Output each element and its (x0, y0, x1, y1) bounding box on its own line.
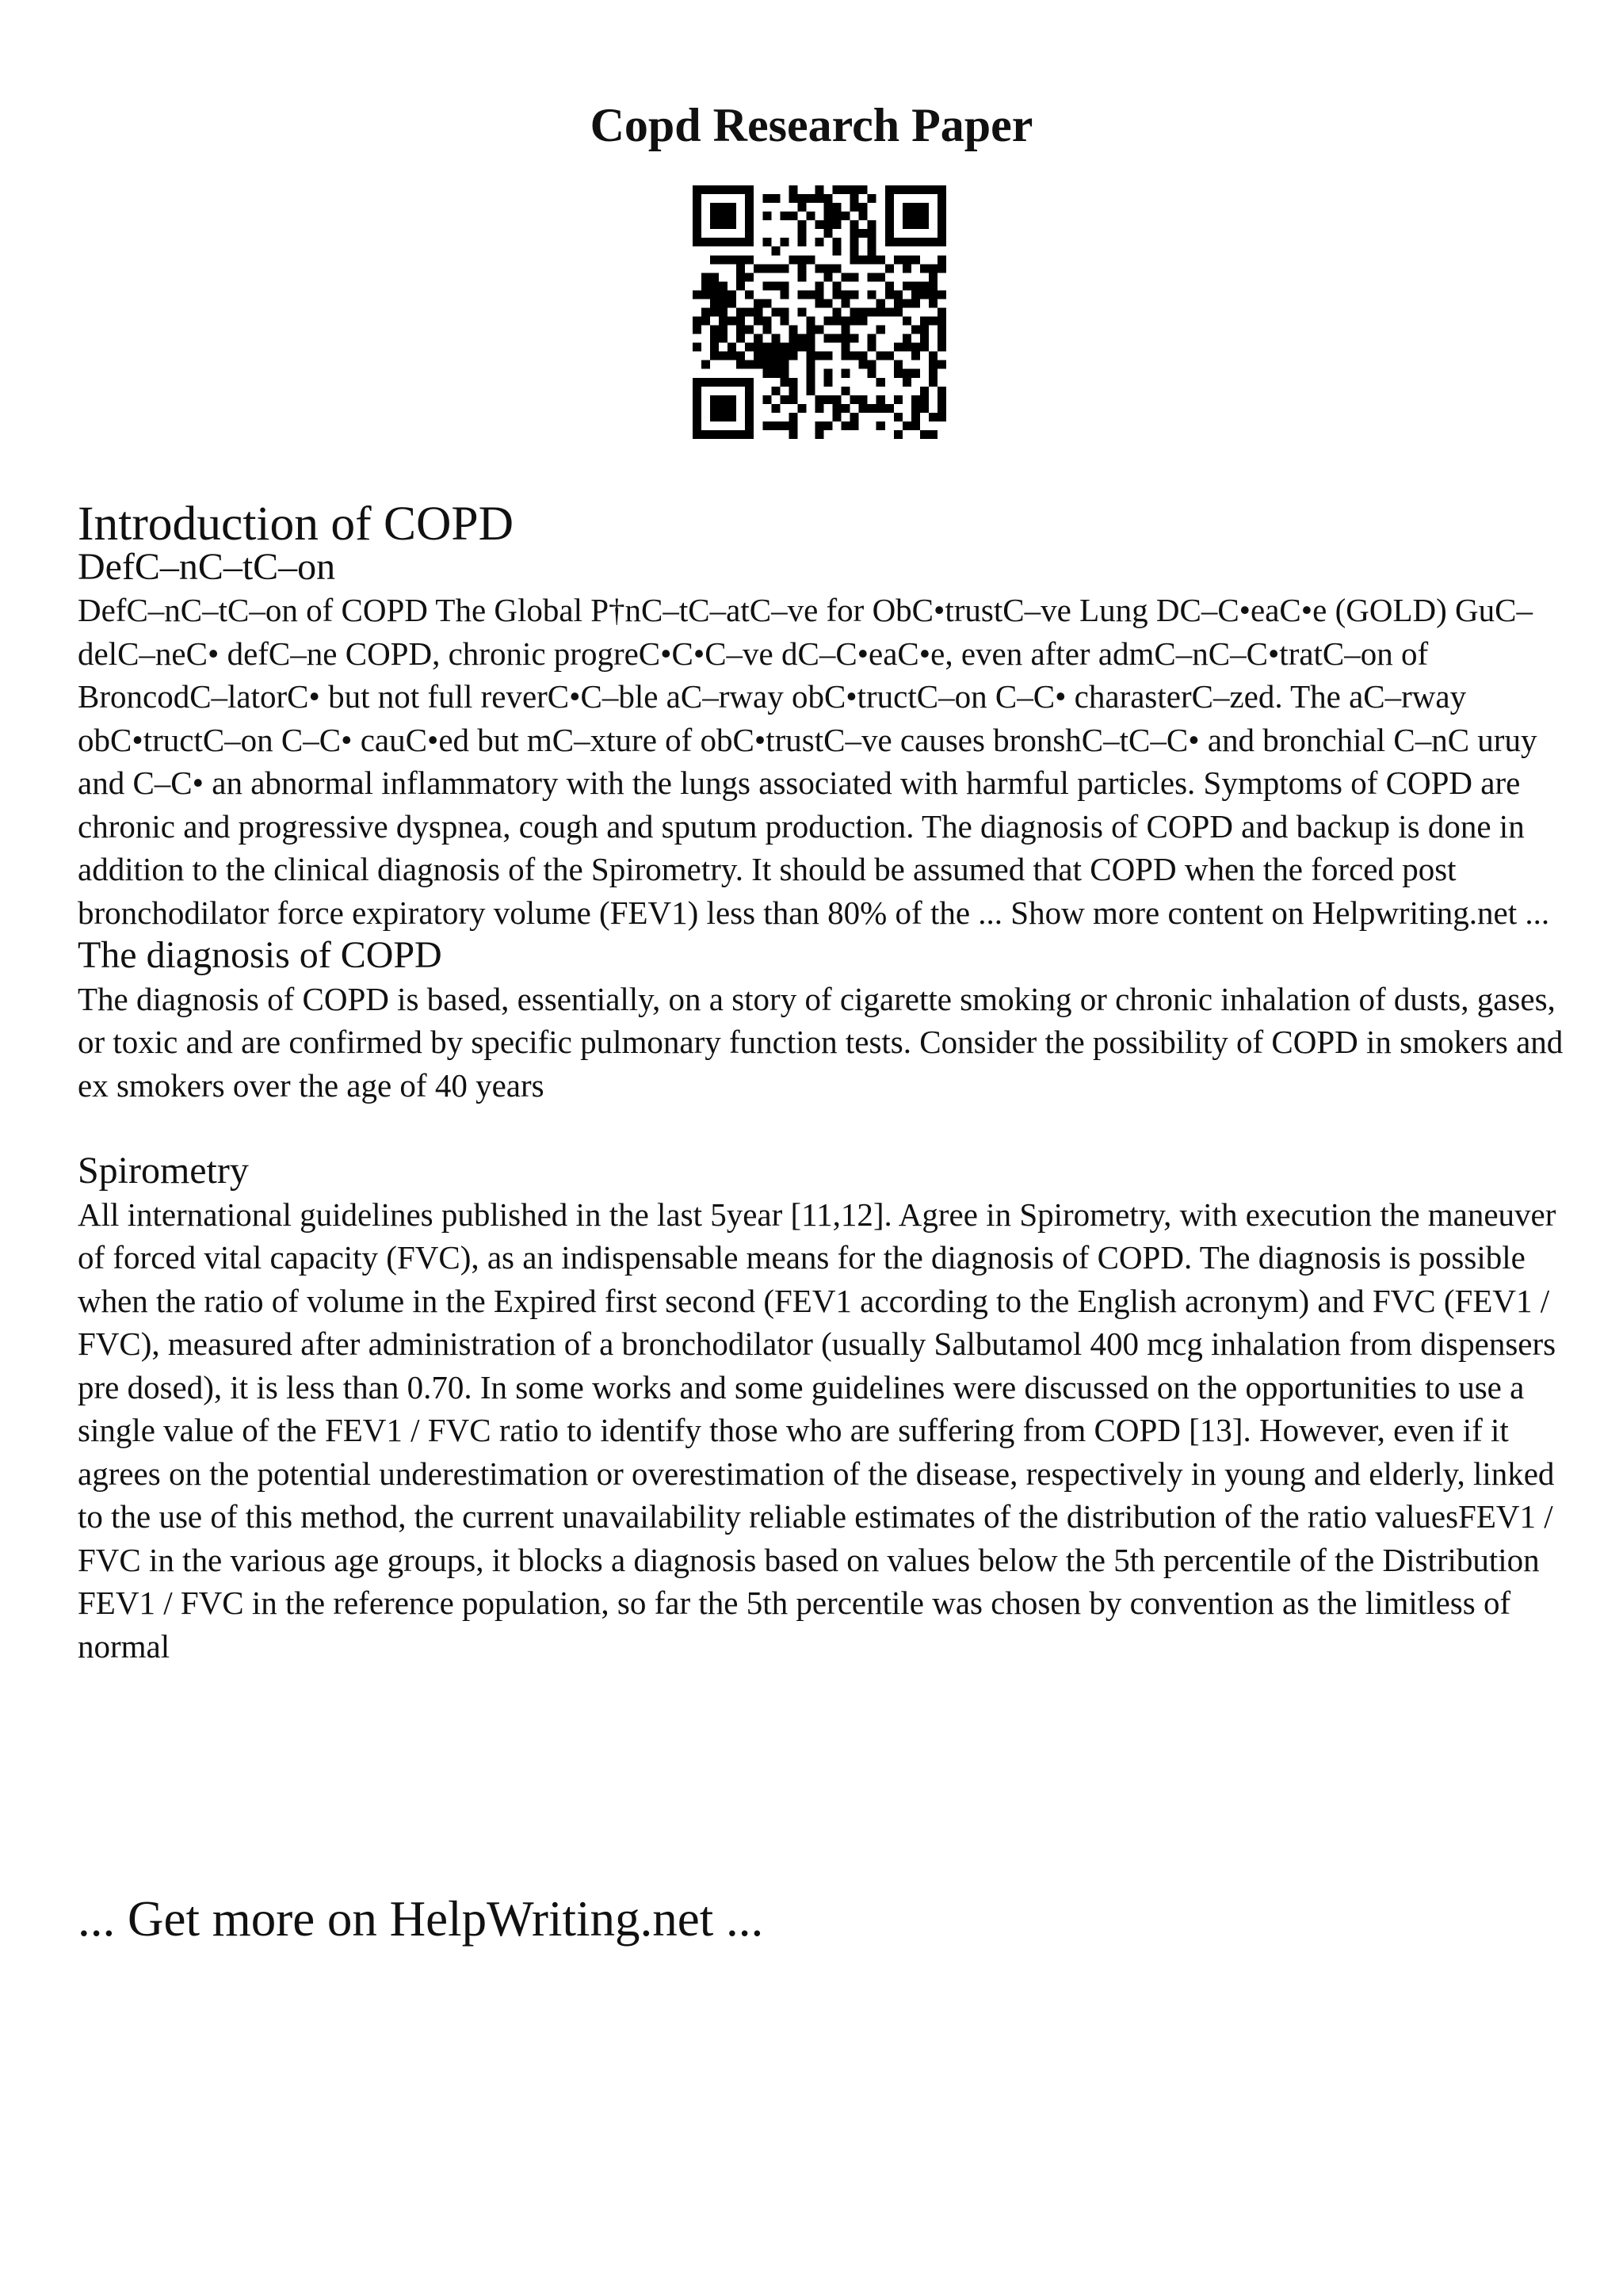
document-body (78, 497, 1568, 1668)
paragraph-spirometry: All international guidelines published in the last 5year [11,12]. Agree in Spirometry, with execution the maneuver of forced vital capacity (FVC), as an indispensable means for the diagnosis of COPD. The diagnosis is possible when the ratio of volume in the Expired first second (FEV1 according to the English acronym) and FVC (FEV1 / FVC), measured after administration of a bronchodilator (usually Salbutamol 400 mcg inhalation from dispensers pre dosed), it is less than 0.70. In some works and some guidelines were discussed on the opportunities to use a single value of the FEV1 / FVC ratio to identify those who are suffering from COPD [13]. However, even if it agrees on the potential underestimation or overestimation of the disease, respectively in young and elderly, linked to the use of this method, the current unavailability reliable estimates of the distribution of the ratio valuesFEV1 / FVC in the various age groups, it blocks a diagnosis based on values below the 5th percentile of the Distribution FEV1 / FVC in the reference population, so far the 5th percentile was chosen by convention as the limitless of normal (78, 1196, 1556, 1665)
section-heading-introduction: Introduction of COPD (78, 497, 514, 551)
section-heading-diagnosis: The diagnosis of COPD (78, 934, 442, 976)
section-heading-definition: DefC–nC–tC–on (78, 545, 336, 588)
section-heading-spirometry: Spirometry (78, 1150, 249, 1192)
paragraph-diagnosis: The diagnosis of COPD is based, essentially, on a story of cigarette smoking or chronic inhalation of dusts, gases, or toxic and are confirmed by specific pulmonary function tests. Consider the possibility of COPD in smokers and ex smokers over the age of 40 years (78, 980, 1564, 1104)
section-spacer (78, 1107, 1568, 1150)
qr-code-icon (693, 185, 946, 439)
paragraph-definition: DefC–nC–tC–on of COPD The Global P†nC–tC–atC–ve for ObC•trustC–ve Lung DC–C•eaC•e (GOLD) GuC–delC–neC• defC–ne COPD, chronic progreC•C•C–ve dC–C•eaC•e, even after admC–nC–C•tratC–on of BroncodC–latorC• but not full reverC•C–ble aC–rway obC•tructC–on C–C• charasterC–zed. The aC–rway obC•tructC–on C–C• cauC•ed but mC–xture of obC•trustC–ve causes bronshC–tC–C• and bronchial C–nC uruy and C–C• an abnormal inflammatory with the lungs associated with harmful particles. Symptoms of COPD are chronic and progressive dyspnea, cough and sputum production. The diagnosis of COPD and backup is done in addition to the clinical diagnosis of the Spirometry. It should be assumed that COPD when the forced post bronchodilator force expiratory volume (FEV1) less than 80% of the ... Show more content on Helpwriting.net ... (78, 592, 1550, 931)
get-more-link[interactable]: ... Get more on HelpWriting.net ... (78, 1891, 764, 1947)
page-title: Copd Research Paper (590, 99, 1033, 151)
